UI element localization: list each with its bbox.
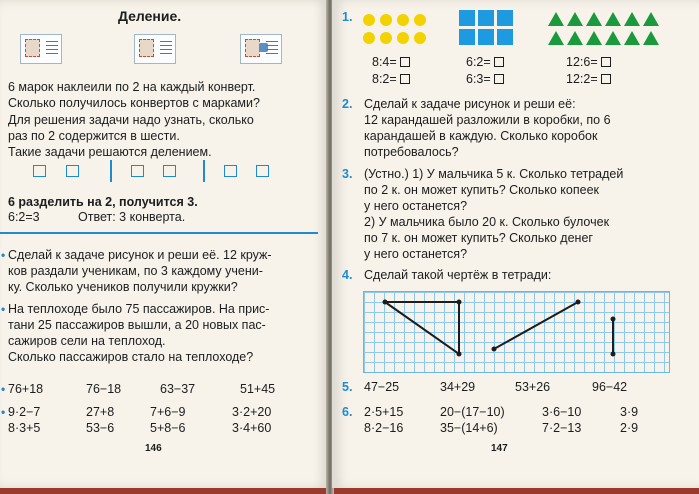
task-line: Сделай к задаче рисунок и реши её. 12 круж-: [8, 248, 272, 262]
box-icon: [163, 165, 176, 177]
intro-line: Такие задачи решаются делением.: [8, 145, 212, 159]
task-line: ков раздали ученикам, по 3 каждому учени-: [8, 264, 263, 278]
expression: 6:3=: [466, 72, 504, 87]
section-divider: [0, 232, 318, 234]
expression: 12:6=: [566, 55, 611, 70]
expression: 76+18: [8, 382, 44, 396]
page-number: 146: [145, 443, 162, 454]
yellow-circle: [414, 32, 426, 44]
task-line: 2) У мальчика было 20 к. Сколько булочек: [364, 215, 610, 229]
task-line: (Устно.) 1) У мальчика 5 к. Сколько тетрадей: [364, 167, 624, 181]
expression: 8:2=: [372, 72, 410, 87]
task-line: по 2 к. он может купить? Сколько копеек: [364, 183, 599, 197]
blue-square: [459, 10, 475, 26]
expression: 6:2=: [466, 55, 504, 70]
intro-line: 6 марок наклеили по 2 на каждый конверт.: [8, 80, 256, 94]
exercise-number: 4.: [342, 268, 353, 282]
yellow-circle: [397, 32, 409, 44]
expression: 2·9: [620, 421, 639, 435]
green-triangle: [586, 31, 602, 45]
yellow-circle: [380, 32, 392, 44]
green-triangle: [586, 12, 602, 26]
task-line: потребовалось?: [364, 145, 459, 159]
page-number: 147: [491, 443, 508, 454]
expression: 8·3+5: [8, 421, 41, 435]
task-line: На теплоходе было 75 пассажиров. На прис-: [8, 302, 270, 316]
expression: 3·6−10: [542, 405, 582, 419]
exercise-number: 2.: [342, 97, 353, 111]
yellow-circle: [414, 14, 426, 26]
blue-square: [478, 10, 494, 26]
green-triangle: [567, 12, 583, 26]
task-line: тани 25 пассажиров вышли, а 20 новых пас-: [8, 318, 266, 332]
page-title: Деление.: [118, 8, 182, 24]
green-triangle: [567, 31, 583, 45]
expression: 51+45: [240, 382, 276, 396]
drawing-lines: [363, 291, 669, 372]
blue-square: [459, 29, 475, 45]
left-page: [0, 0, 328, 488]
expression: 7·2−13: [542, 421, 582, 435]
task-line: Сделай такой чертёж в тетради:: [364, 268, 552, 282]
expression: 7+6−9: [150, 405, 186, 419]
expression: 3·2+20: [232, 405, 272, 419]
box-icon: [33, 165, 46, 177]
exercise-number: 3.: [342, 167, 353, 181]
task-line: по 7 к. он может купить? Сколько денег: [364, 231, 593, 245]
expression: 53+26: [515, 380, 551, 394]
task-line: ку. Сколько учеников получили кружки?: [8, 280, 238, 294]
yellow-circle: [363, 32, 375, 44]
expression: 8:4=: [372, 55, 410, 70]
box-icon: [256, 165, 269, 177]
envelope-icon: [240, 34, 282, 64]
division-rule: 6 разделить на 2, получится 3.: [8, 195, 198, 209]
expression: 20−(17−10): [440, 405, 505, 419]
bullet-icon: •: [1, 405, 6, 419]
intro-line: раз по 2 содержится в шести.: [8, 129, 180, 143]
bullet-icon: •: [1, 382, 6, 396]
triangle-drawing: [385, 302, 459, 354]
task-line: у него останется?: [364, 199, 468, 213]
diagonal-segment: [494, 302, 578, 349]
green-triangle: [643, 31, 659, 45]
expression: 2·5+15: [364, 405, 404, 419]
divider-bar: [110, 160, 112, 182]
yellow-circle: [380, 14, 392, 26]
box-icon: [131, 165, 144, 177]
expression: 35−(14+6): [440, 421, 498, 435]
expression: 12:2=: [566, 72, 611, 87]
bullet-icon: •: [1, 248, 6, 262]
task-line: у него останется?: [364, 247, 468, 261]
expression: 76−18: [86, 382, 122, 396]
green-triangle: [605, 31, 621, 45]
task-question: Сколько пассажиров стало на теплоходе?: [8, 350, 254, 364]
green-triangle: [624, 31, 640, 45]
expression: 8·2−16: [364, 421, 404, 435]
box-icon: [66, 165, 79, 177]
yellow-circle: [397, 14, 409, 26]
expression: 9·2−7: [8, 405, 41, 419]
expression: 63−37: [160, 382, 196, 396]
envelope-icon: [134, 34, 176, 64]
expression: 47−25: [364, 380, 400, 394]
task-line: 12 карандашей разложили в коробки, по 6: [364, 113, 611, 127]
green-triangle: [548, 12, 564, 26]
expression: 27+8: [86, 405, 115, 419]
divider-bar: [203, 160, 205, 182]
task-line: карандашей в каждую. Сколько коробок: [364, 129, 598, 143]
box-icon: [224, 165, 237, 177]
green-triangle: [643, 12, 659, 26]
green-triangle: [624, 12, 640, 26]
envelope-icon: [20, 34, 62, 64]
expression: 3·4+60: [232, 421, 272, 435]
blue-square: [497, 29, 513, 45]
answer-text: Ответ: 3 конверта.: [78, 210, 186, 224]
expression: 3·9: [620, 405, 639, 419]
task-line: сажиров сели на теплоход.: [8, 334, 166, 348]
exercise-number: 5.: [342, 380, 353, 394]
expression: 96−42: [592, 380, 628, 394]
yellow-circle: [363, 14, 375, 26]
exercise-number: 1.: [342, 10, 353, 24]
green-triangle: [548, 31, 564, 45]
expression: 34+29: [440, 380, 476, 394]
blue-square: [497, 10, 513, 26]
intro-line: Сколько получилось конвертов с марками?: [8, 96, 260, 110]
expression: 5+8−6: [150, 421, 186, 435]
green-triangle: [605, 12, 621, 26]
expression: 53−6: [86, 421, 115, 435]
intro-line: Для решения задачи надо узнать, сколько: [8, 113, 254, 127]
task-line: Сделай к задаче рисунок и реши её:: [364, 97, 576, 111]
division-equation: 6:2=3: [8, 210, 40, 224]
blue-square: [478, 29, 494, 45]
exercise-number: 6.: [342, 405, 353, 419]
bullet-icon: •: [1, 302, 6, 316]
